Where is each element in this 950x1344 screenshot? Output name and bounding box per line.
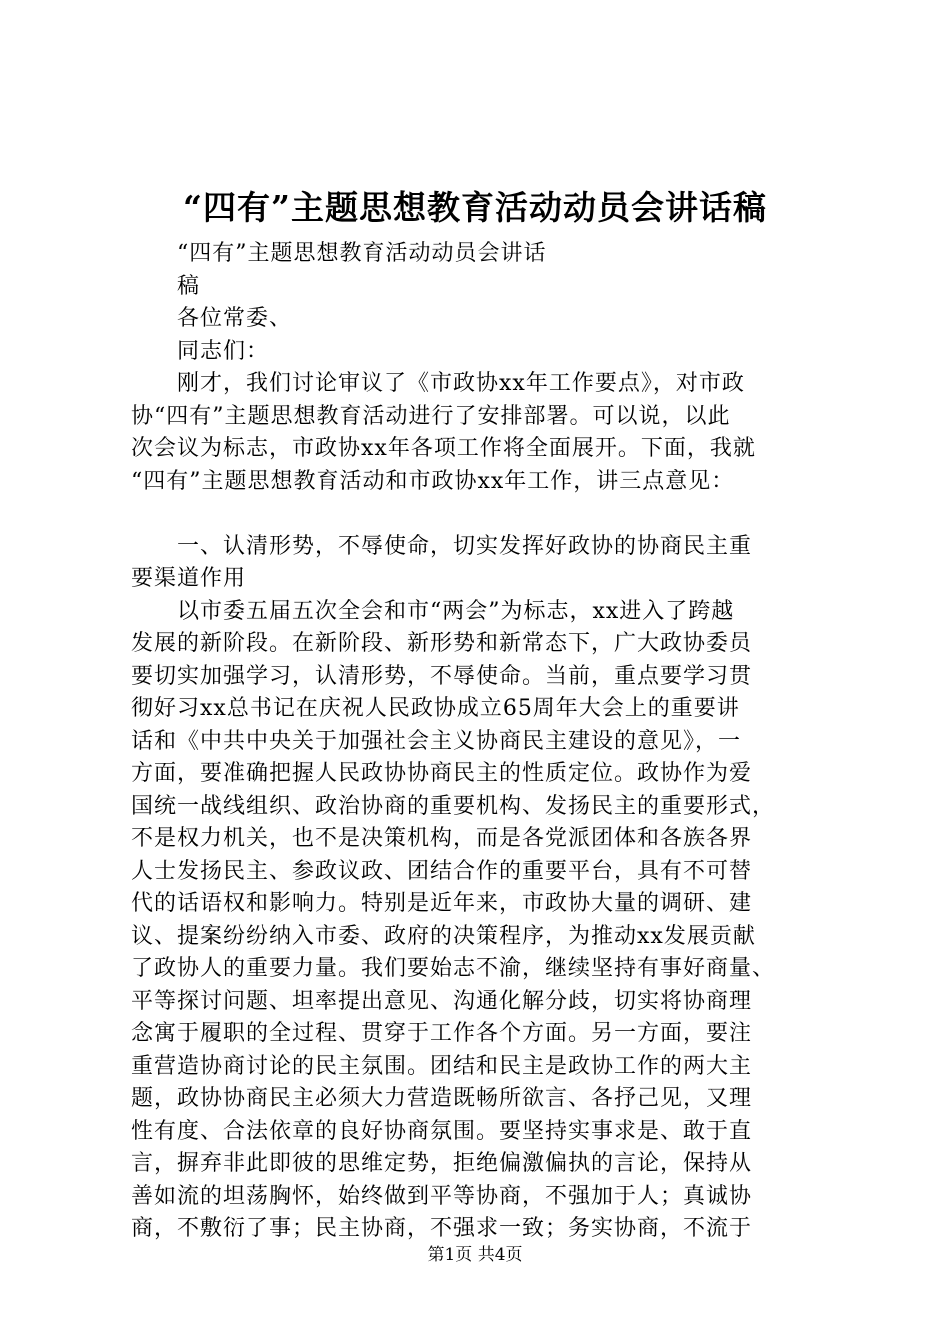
paragraph-line: 平等探讨问题、坦率提出意见、沟通化解分歧，切实将协商理 xyxy=(131,988,753,1014)
paragraph-line: 了政协人的重要力量。我们要始志不渝，继续坚持有事好商量、 xyxy=(131,956,776,981)
paragraph-line: “四有”主题思想教育活动和市政协xx年工作，讲三点意见： xyxy=(131,468,735,494)
paragraph-line: 以市委五届五次全会和市“两会”为标志，xx进入了跨越 xyxy=(177,598,735,624)
paragraph-line: 念寓于履职的全过程、贯穿于工作各个方面。另一方面，要注 xyxy=(131,1021,753,1046)
paragraph-line: 发展的新阶段。在新阶段、新形势和新常态下，广大政协委员 xyxy=(131,631,753,656)
paragraph-line: 方面，要准确把握人民政协协商民主的性质定位。政协作为爱 xyxy=(131,761,753,786)
paragraph-line: 国统一战线组织、政治协商的重要机构、发扬民主的重要形式， xyxy=(131,793,776,819)
paragraph-line: 话和《中共中央关于加强社会主义协商民主建设的意见》，一 xyxy=(131,728,742,754)
paragraph-line: 不是权力机关，也不是决策机构，而是各党派团体和各族各界 xyxy=(131,826,753,851)
document-body xyxy=(131,238,831,1246)
paragraph-line: 彻好习xx总书记在庆祝人民政协成立65周年大会上的重要讲 xyxy=(131,696,740,721)
paragraph-line: 次会议为标志，市政协xx年各项工作将全面展开。下面，我就 xyxy=(131,436,756,461)
paragraph-line: 人士发扬民主、参政议政、团结合作的重要平台，具有不可替 xyxy=(131,858,753,884)
page-number-footer: 第1页 共4页 xyxy=(427,1245,523,1265)
paragraph-line: 重营造协商讨论的民主氛围。团结和民主是政协工作的两大主 xyxy=(131,1053,753,1079)
subtitle-line: “四有”主题思想教育活动动员会讲话 xyxy=(177,241,547,266)
subtitle-line: 稿 xyxy=(177,273,201,299)
paragraph-line: 议、提案纷纷纳入市委、政府的决策程序，为推动xx发展贡献 xyxy=(131,923,756,949)
document-title: “四有”主题思想教育活动动员会讲话稿 xyxy=(183,188,767,227)
paragraph-line: 协“四有”主题思想教育活动进行了安排部署。可以说，以此 xyxy=(131,403,731,429)
paragraph-line: 要切实加强学习，认清形势，不辱使命。当前，重点要学习贯 xyxy=(131,663,753,689)
salutation-line: 各位常委、 xyxy=(177,306,293,331)
paragraph-line: 代的话语权和影响力。特别是近年来，市政协大量的调研、建 xyxy=(131,891,753,916)
paragraph-line: 善如流的坦荡胸怀，始终做到平等协商，不强加于人；真诚协 xyxy=(131,1183,753,1209)
paragraph-line: 言，摒弃非此即彼的思维定势，拒绝偏激偏执的言论，保持从 xyxy=(131,1151,753,1176)
paragraph-spacer xyxy=(131,498,831,531)
paragraph-line: 刚才，我们讨论审议了《市政协xx年工作要点》，对市政 xyxy=(177,371,745,396)
section-heading-line: 要渠道作用 xyxy=(131,566,247,591)
paragraph-line: 题，政协协商民主必须大力营造既畅所欲言、各抒己见，又理 xyxy=(131,1086,753,1111)
paragraph-line: 性有度、合法依章的良好协商氛围。要坚持实事求是、敢于直 xyxy=(131,1118,753,1144)
section-heading-line: 一、认清形势，不辱使命，切实发挥好政协的协商民主重 xyxy=(177,533,753,559)
salutation-line: 同志们： xyxy=(177,338,270,364)
paragraph-line: 商，不敷衍了事；民主协商，不强求一致；务实协商，不流于 xyxy=(131,1216,753,1241)
